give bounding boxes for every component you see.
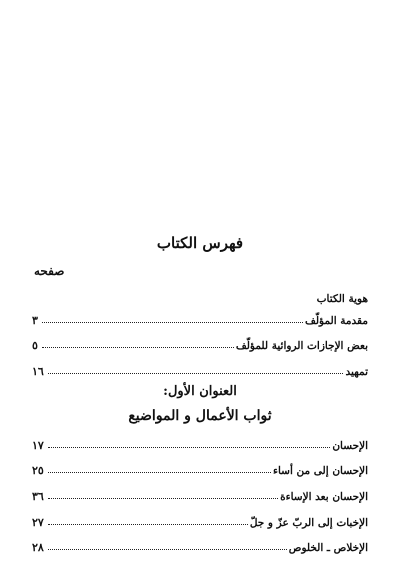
toc-entry <box>32 513 368 529</box>
toc-entry-title: الإحسان <box>332 440 368 452</box>
toc-title: فهرس الكتاب <box>156 234 244 252</box>
toc-entry-title: الإخلاص ـ الخلوص <box>288 542 368 554</box>
toc-entry-page: ٢٧ <box>32 516 44 529</box>
dot-leader <box>48 472 271 473</box>
toc-entry-title: الإحسان بعد الإساءة <box>280 491 368 503</box>
toc-entry-page: ٢٥ <box>32 464 44 477</box>
toc-entry-page: ٢٨ <box>32 541 44 554</box>
toc-entry-title: هوية الكتاب <box>316 293 368 305</box>
dot-leader <box>42 347 234 348</box>
toc-entry <box>32 362 368 378</box>
toc-entry <box>32 289 368 305</box>
toc-entry <box>32 436 368 452</box>
toc-entry <box>32 487 368 503</box>
page-column-label: صفحه <box>34 264 65 278</box>
dot-leader <box>48 549 287 550</box>
dot-leader <box>48 498 278 499</box>
toc-entry-title: بعض الإجازات الروائية للمؤلّف <box>235 340 368 352</box>
dot-leader <box>42 322 303 323</box>
toc-entry-page: ٣٦ <box>32 490 44 503</box>
toc-entry <box>32 461 368 477</box>
dot-leader <box>48 373 344 374</box>
toc-entry-title: مقدمة المؤلّف <box>304 315 368 327</box>
toc-entry-page: ٣ <box>32 314 38 327</box>
section-heading: العنوان الأول: <box>163 384 237 399</box>
toc-entry-title: تمهيد <box>345 366 368 378</box>
toc-entry <box>32 336 368 352</box>
toc-entry-page: ٥ <box>32 339 38 352</box>
toc-entry <box>32 311 368 327</box>
section-subheading: ثواب الأعمال و المواضيع <box>128 408 272 424</box>
toc-entry-title: الإحسان إلى من أساء <box>273 465 368 477</box>
toc-entry-page: ١٧ <box>32 439 44 452</box>
dot-leader <box>48 447 330 448</box>
toc-entry-title: الإخبات إلى الربّ عزّ و جلّ <box>249 517 368 529</box>
toc-entry <box>32 538 368 554</box>
toc-entry-page: ١٦ <box>32 365 44 378</box>
dot-leader <box>48 524 248 525</box>
